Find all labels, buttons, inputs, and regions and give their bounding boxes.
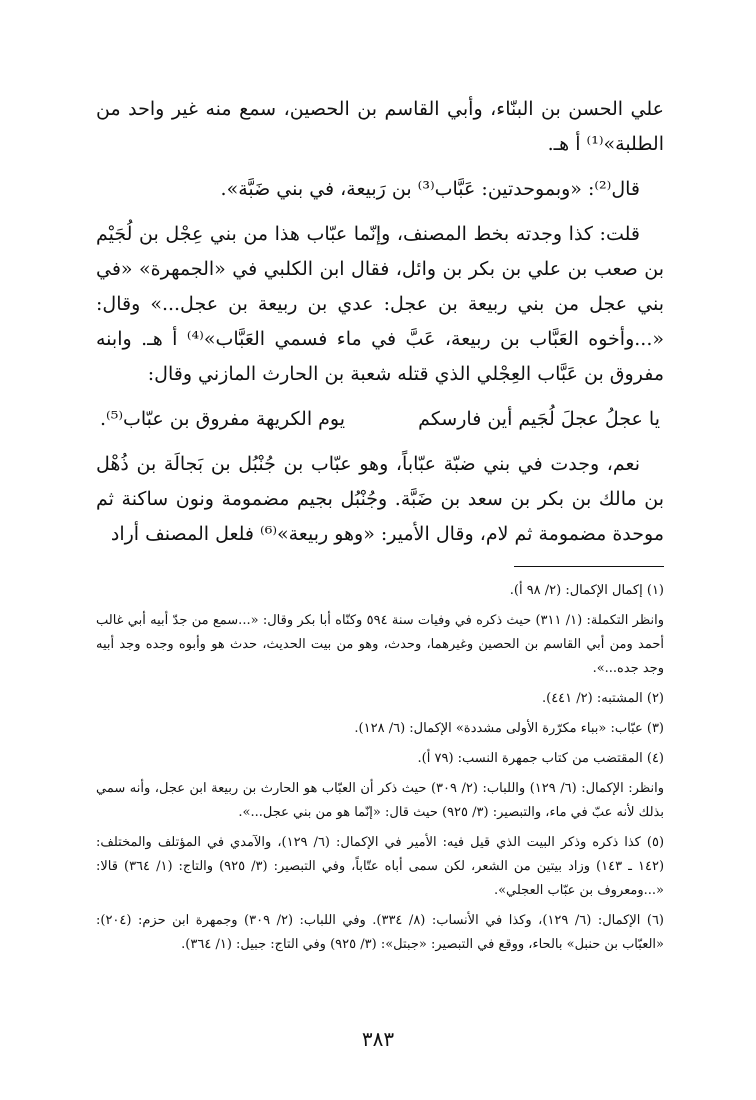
footnote-1-detail: وانظر التكملة: (١/ ٣١١) حيث ذكره في وفيات سنة ٥٩٤ وكنّاه أبا بكر وقال: «...سمع من جدّ أبيه أبي غالب أحمد ومن أبي القاسم بن الحصين وغيرهما، وحدث، وهو من بيت الحديث، حدث هو وأبوه وجده وجد أبيه وجد جده...». [96, 613, 665, 676]
footnote-1: (١) إكمال الإكمال: (٢/ ٩٨ أ). [509, 583, 664, 598]
footnote-6: (٦) الإكمال: (٦/ ١٢٩)، وكذا في الأنساب: (٨/ ٣٣٤). وفي اللباب: (٢/ ٣٠٩) وجمهرة ابن حزم: (٢٠٤): «العبّاب بن حنبل» بالحاء، ووقع في التبصير: «جبتل»: (٣/ ٩٢٥) وفي التاج: جبيل: (١/ ٣٦٤). [96, 913, 664, 952]
footnotes [96, 579, 664, 957]
footnote-5: (٥) كذا ذكره وذكر البيت الذي قيل فيه: الأمير في الإكمال: (٦/ ١٢٩)، والآمدي في المؤتلف والمختلف: (١٤٢ ـ ١٤٣) وزاد بيتين من الشعر، لكن سمى أباه عتّاباً، وفي التبصير: (٣/ ٩٢٥) والتاج: (١/ ٣٦٤) قالا: «...ومعروف بن عبّاب العجلي». [96, 835, 665, 898]
main-text [96, 92, 664, 552]
footnote-4: (٤) المقتضب من كتاب جمهرة النسب: (٧٩ أ). [417, 751, 664, 766]
poetry-verse [96, 402, 664, 437]
verse-first-hemistich: يا عجلُ عجلَ لُجَيم أين فارسكم [418, 408, 660, 430]
footnote-3: (٣) عبّاب: «بباء مكرّرة الأولى مشددة» الإكمال: (٦/ ١٢٨). [354, 721, 664, 736]
footnote-divider [514, 566, 664, 567]
paragraph-4: نعم، وجدت في بني ضبّة عبّاباً، وهو عبّاب بن جُنْبُل بن بَجالَة بن ذُهْل بن مالك بن بكر بن سعد بن ضَبَّة. وجُنْبُل بجيم مضمومة ونون ساكنة ثم موحدة مضمومة ثم لام، وقال الأمير: «وهو ربيعة»⁽⁶⁾ فلعل المصنف أراد [96, 453, 664, 545]
footnote-2: (٢) المشتبه: (٢/ ٤٤١). [541, 691, 664, 706]
paragraph-1: علي الحسن بن البنّاء، وأبي القاسم بن الحصين، سمع منه غير واحد من الطلبة»⁽¹⁾ أ هـ. [96, 98, 664, 155]
paragraph-2: قال⁽²⁾: «وبموحدتين: عَبَّاب⁽³⁾ بن رَبيعة، في بني ضَبَّة». [220, 178, 640, 200]
page-number: ٣٨٣ [361, 1027, 395, 1051]
footnote-4-detail: وانظر: الإكمال: (٦/ ١٢٩) واللباب: (٢/ ٣٠٩) حيث ذكر أن العبّاب هو الحارث بن ربيعة ابن عجل، وأنه سمي بذلك لأنه عبّ في ماء، والتبصير: (٣/ ٩٢٥) حيث قال: «إنّما هو من بني عجل...». [96, 781, 664, 820]
verse-second-hemistich: يوم الكريهة مفروق بن عبّاب⁽⁵⁾. [100, 408, 345, 430]
paragraph-3: قلت: كذا وجدته بخط المصنف، وإنّما عبّاب هذا من بني عِجْل بن لُجَيْم بن صعب بن علي بن بكر بن وائل، فقال ابن الكلبي في «الجمهرة» «في بني عجل من بني ربيعة بن عجل: عدي بن ربيعة بن عجل...» وقال: «...وأخوه العَبَّاب بن ربيعة، عَبَّ في ماء فسمي العَبَّاب»⁽⁴⁾ أ هـ. وابنه مفروق بن عَبَّاب العِجْلي الذي قتله شعبة بن الحارث المازني وقال: [96, 223, 664, 385]
page-body [96, 92, 664, 963]
